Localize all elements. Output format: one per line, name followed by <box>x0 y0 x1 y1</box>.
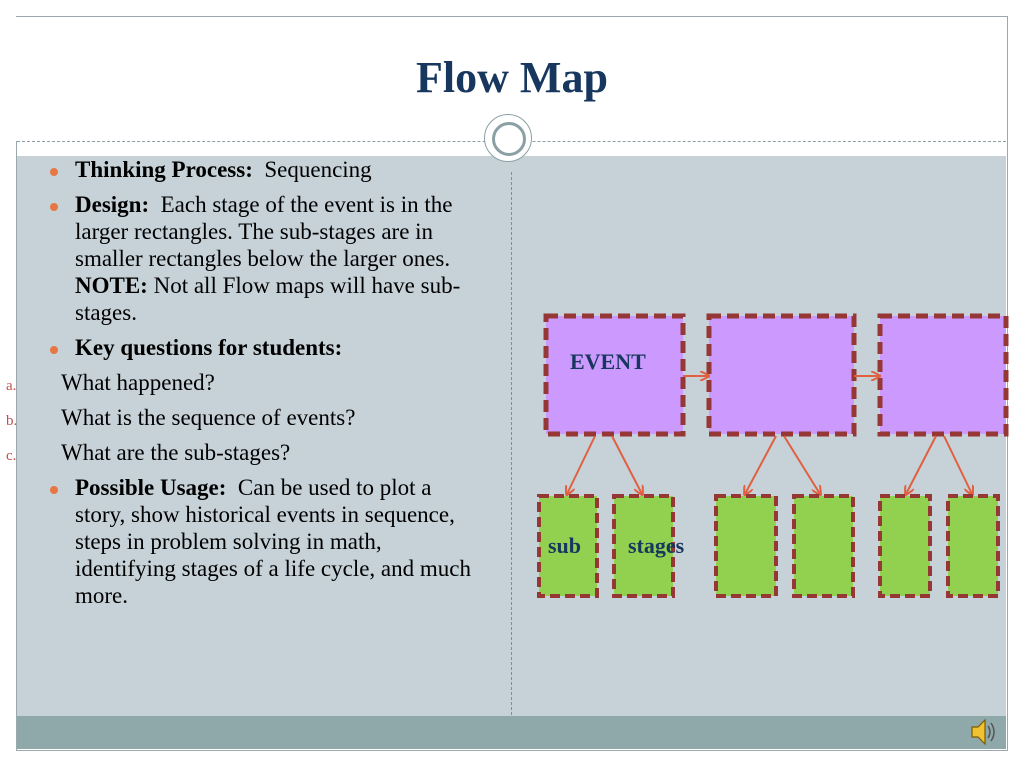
sub-stage-box <box>880 496 930 596</box>
sub-label: sub <box>548 533 582 558</box>
bullet-text: Sequencing <box>264 157 372 182</box>
event-label: EVENT <box>570 349 646 374</box>
sub-stage-box <box>794 496 853 596</box>
question-text: What are the sub-stages? <box>61 440 291 465</box>
list-marker: a. <box>6 378 17 394</box>
sub-arrow <box>612 436 642 494</box>
sub-arrow <box>906 436 936 494</box>
note-text: Not all Flow maps will have sub-stages. <box>75 273 461 325</box>
question-text: What happened? <box>61 370 215 395</box>
list-marker: c. <box>6 448 17 464</box>
bullet-label: Key questions for students: <box>75 335 343 360</box>
bullet-label: Possible Usage: <box>75 475 227 500</box>
bullet-label: Design: <box>75 192 150 217</box>
sub-arrow <box>784 436 820 494</box>
sub-arrow <box>745 436 776 494</box>
bullet-label: Thinking Process: <box>75 157 253 182</box>
sub-stage-box <box>716 496 776 596</box>
list-marker: b. <box>6 413 18 429</box>
bullet-text: Can be used to plot a story, show historical events in sequence, steps in problem solving in math, identifying stages of a life cycle, and much more. <box>75 475 471 608</box>
event-box <box>546 316 683 434</box>
bullet-text: Each stage of the event is in the larger rectangles. The sub-stages are in smaller rectangles below the larger ones. <box>75 192 453 271</box>
question-text: What is the sequence of events? <box>61 405 356 430</box>
stages-label: stages <box>628 533 685 558</box>
event-box <box>709 316 854 434</box>
event-box <box>880 316 1006 434</box>
sub-stage-box <box>948 496 998 596</box>
sub-arrow <box>567 436 595 494</box>
note-label: NOTE: <box>75 273 148 298</box>
slide-title: Flow Map <box>416 53 608 102</box>
sub-arrow <box>944 436 972 494</box>
speaker-icon[interactable] <box>968 714 998 750</box>
